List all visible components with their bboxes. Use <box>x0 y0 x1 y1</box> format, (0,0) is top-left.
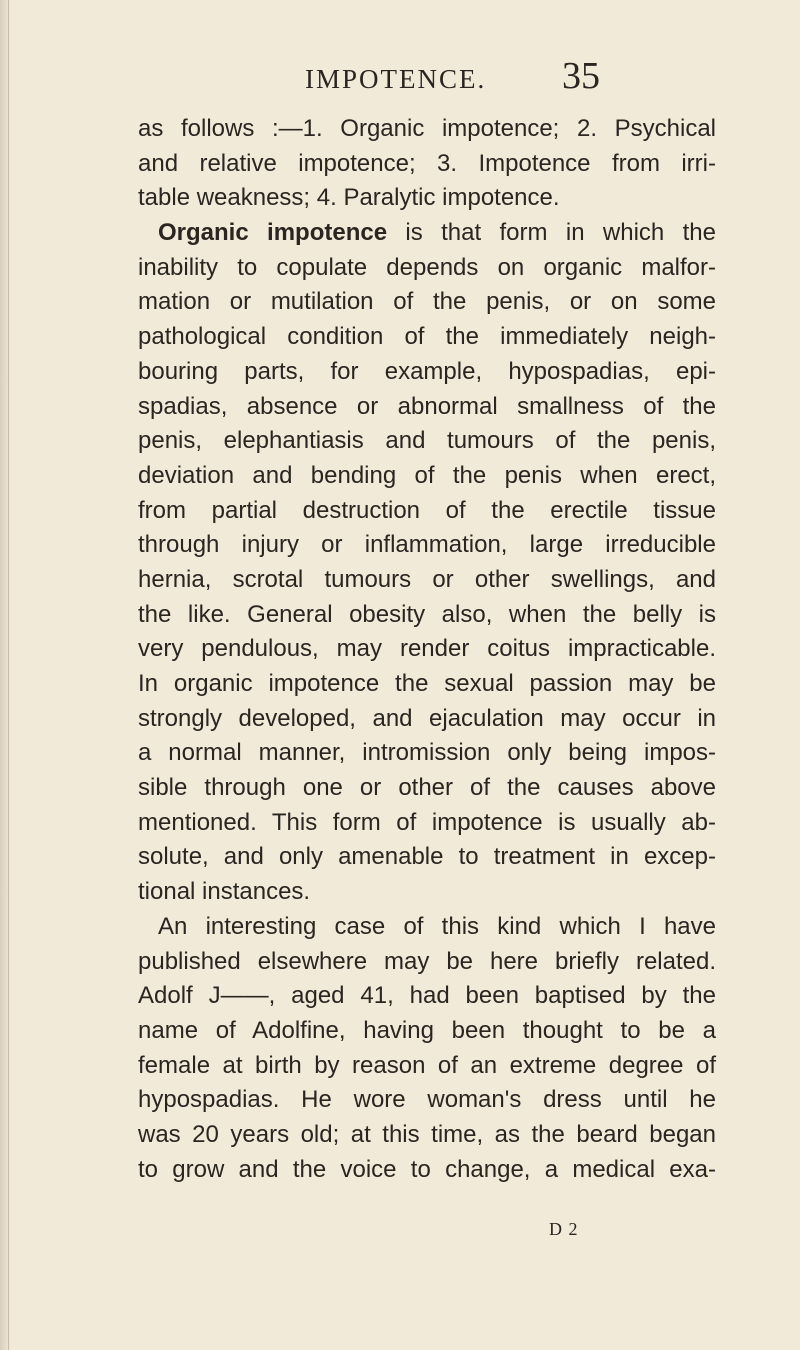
body-text <box>138 112 716 1187</box>
text-line: tional instances. <box>138 878 311 906</box>
text-line: Adolf J——, aged 41, had been baptised by the <box>138 982 716 1010</box>
text-line: penis, elephantiasis and tumours of the penis, <box>138 427 716 455</box>
text-line: pathological condition of the immediately neigh- <box>138 323 716 351</box>
text-line: spadias, absence or abnormal smallness of the <box>138 392 716 420</box>
text-line: from partial destruction of the erectile tissue <box>138 496 716 524</box>
page-edge-line <box>8 0 9 1350</box>
text-line: published elsewhere may be here briefly related. <box>138 947 716 975</box>
text-line: female at birth by reason of an extreme degree of <box>138 1051 716 1079</box>
text-line: deviation and bending of the penis when erect, <box>138 461 716 489</box>
text-line: bouring parts, for example, hypospadias, epi- <box>138 357 716 385</box>
text-line: mentioned. This form of impotence is usually ab- <box>138 808 716 836</box>
text-line: as follows :—1. Organic impotence; 2. Psychical <box>138 115 716 142</box>
text-line: and relative impotence; 3. Impotence from irri- <box>138 149 716 177</box>
printer-signature-mark: D 2 <box>549 1219 579 1239</box>
text-line: solute, and only amenable to treatment in excep- <box>138 843 716 871</box>
text-line: the like. General obesity also, when the belly is <box>138 600 716 628</box>
text-line: through injury or inflammation, large irreducible <box>138 531 716 559</box>
text-line: a normal manner, intromission only being impos- <box>138 739 716 767</box>
text-line: In organic impotence the sexual passion may be <box>138 670 716 697</box>
text-line: was 20 years old; at this time, as the beard began <box>138 1120 716 1148</box>
running-head <box>0 46 800 96</box>
running-head-title: IMPOTENCE. <box>305 64 487 94</box>
page-number: 35 <box>562 55 600 97</box>
text-line: strongly developed, and ejaculation may occur in <box>138 704 716 732</box>
text-line: hernia, scrotal tumours or other swellings, and <box>138 565 716 593</box>
text-line: to grow and the voice to change, a medical exa- <box>138 1155 716 1183</box>
text-line: name of Adolfine, having been thought to be a <box>138 1016 716 1044</box>
text-line-section-start: Organic impotence is that form in which the <box>158 219 716 247</box>
text-line: hypospadias. He wore woman's dress until he <box>138 1086 716 1114</box>
text-line-paragraph-start: An interesting case of this kind which I have <box>158 912 716 940</box>
section-term: Organic impotence <box>158 219 388 247</box>
text-line: sible through one or other of the causes above <box>138 774 716 802</box>
text-line: mation or mutilation of the penis, or on some <box>138 288 716 316</box>
text-line: inability to copulate depends on organic malfor- <box>138 253 716 281</box>
text-line: table weakness; 4. Paralytic impotence. <box>138 184 560 212</box>
text-line: very pendulous, may render coitus impracticable. <box>138 635 716 663</box>
